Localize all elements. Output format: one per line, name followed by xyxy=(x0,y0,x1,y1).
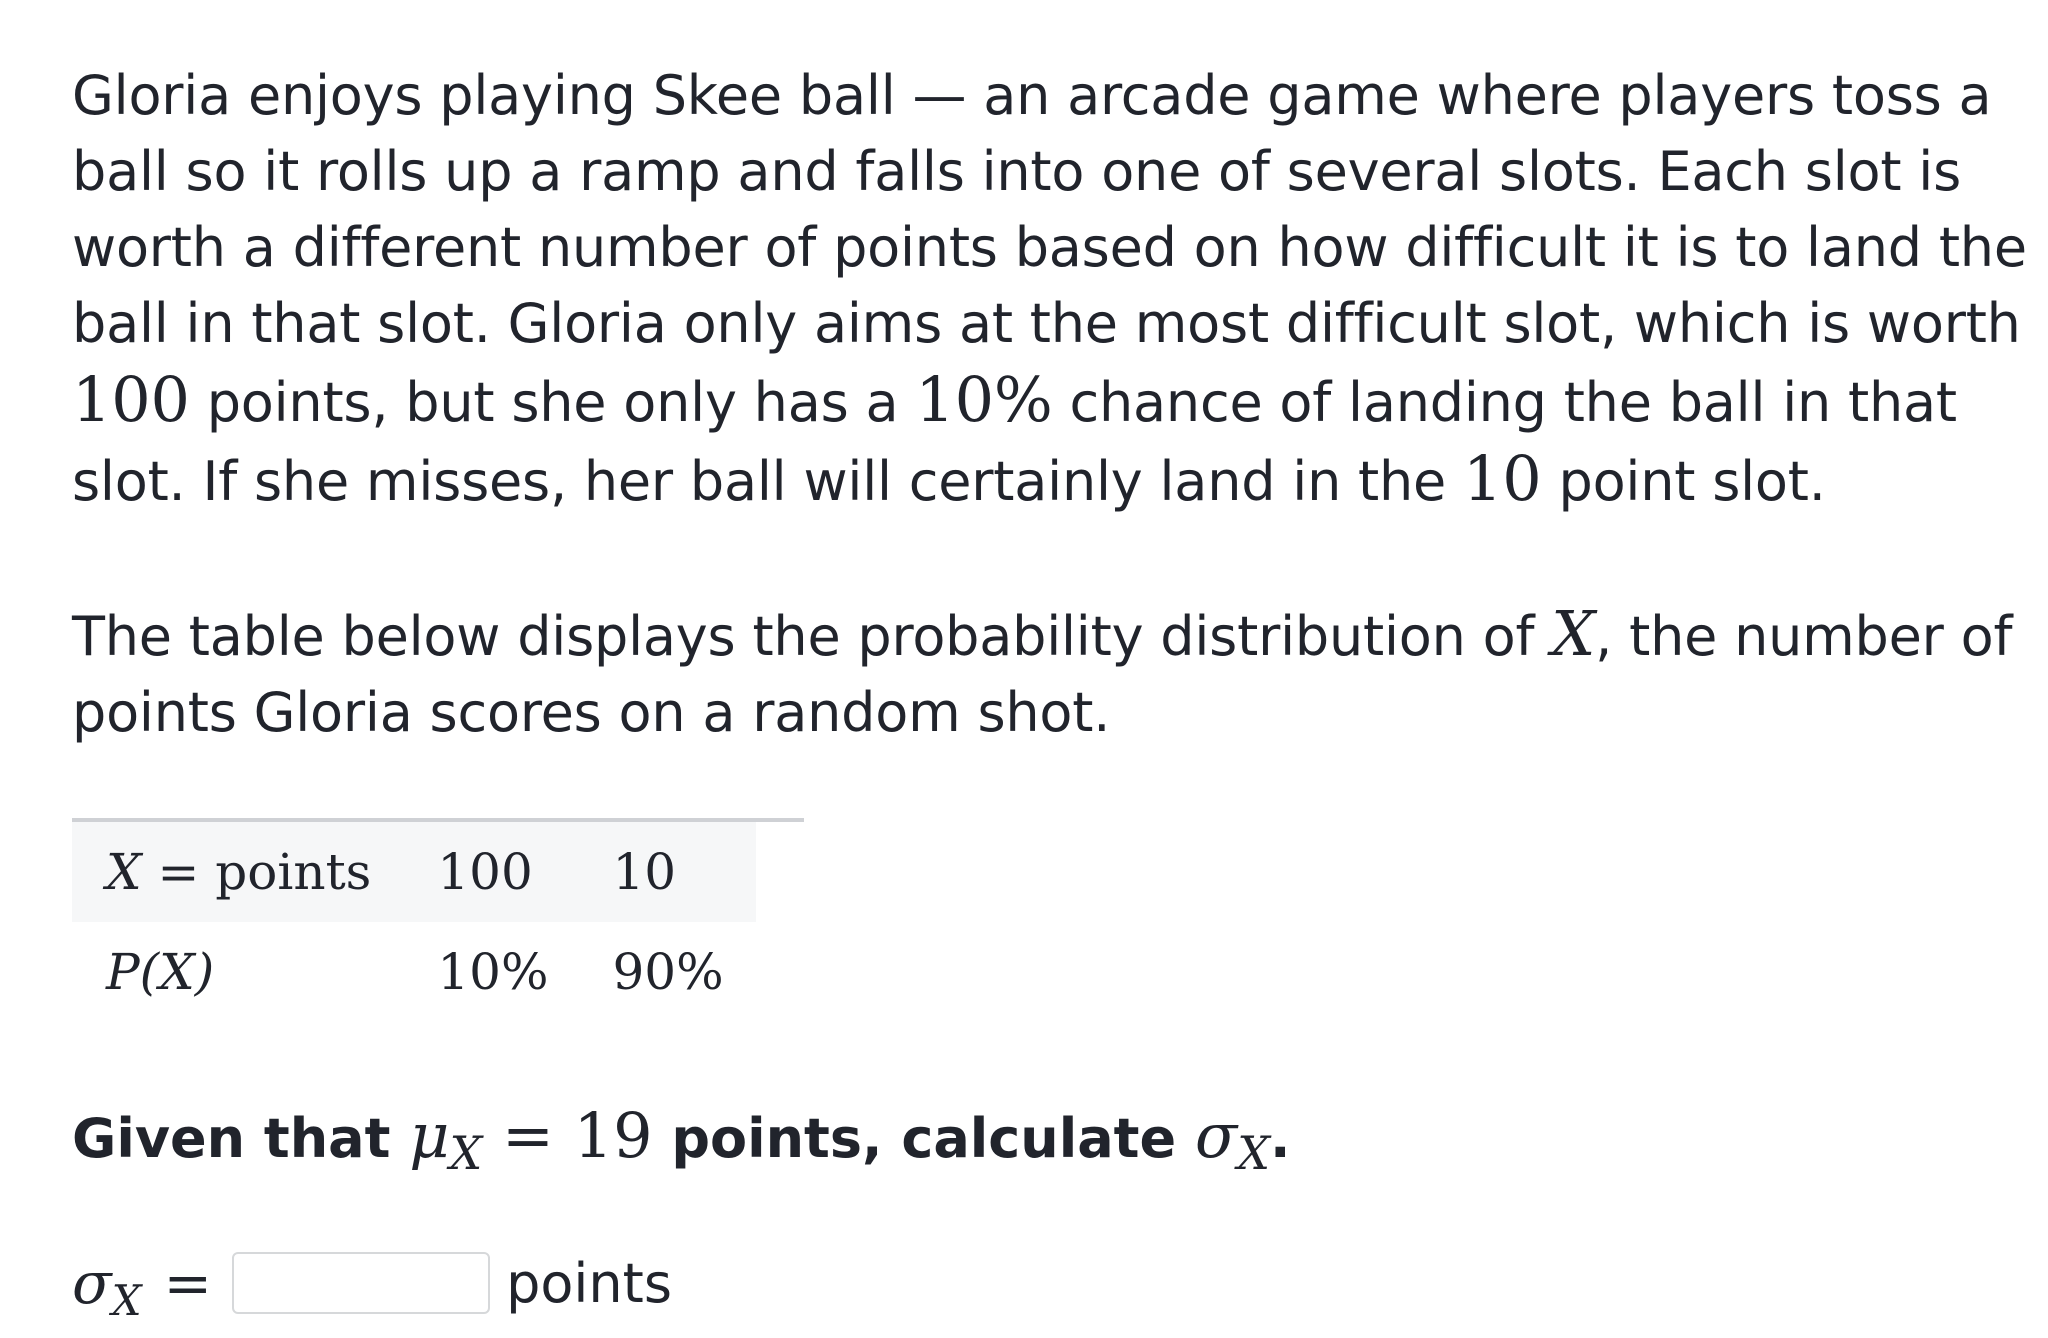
math-subscript: X xyxy=(449,1126,483,1180)
equals-sign: = xyxy=(163,1249,213,1317)
header-value-cell: 100 xyxy=(405,822,580,922)
probability-cell: 10% xyxy=(437,943,549,1001)
text-span: The table below displays the probability distribution of xyxy=(72,605,1552,668)
row-label-cell: P(X) xyxy=(106,943,215,1001)
header-label-cell xyxy=(72,822,405,922)
text-span: points, calculate xyxy=(652,1107,1195,1170)
distribution-table-container xyxy=(72,818,804,1022)
math-variable: X xyxy=(106,843,142,901)
text-span: = points xyxy=(141,843,372,901)
math-symbol: σ xyxy=(72,1249,112,1317)
problem-paragraph-2 xyxy=(72,596,2032,751)
text-span: points, but she only has a xyxy=(189,371,916,434)
math-value: 10% xyxy=(915,363,1053,436)
math-value: 19 xyxy=(573,1099,653,1172)
text-span: Given that xyxy=(72,1107,410,1170)
text-span: . xyxy=(1270,1107,1291,1170)
question-prompt xyxy=(72,1098,1291,1179)
table-header-row xyxy=(72,822,756,922)
probability-cell: 90% xyxy=(612,943,724,1001)
table-row xyxy=(72,922,756,1022)
sigma-label xyxy=(72,1249,142,1325)
math-symbol: σ xyxy=(1194,1099,1238,1172)
header-value-cell: 10 xyxy=(581,822,756,922)
math-value: 100 xyxy=(72,363,190,436)
math-subscript: X xyxy=(111,1276,142,1325)
answer-input[interactable] xyxy=(232,1252,490,1314)
text-span: Gloria enjoys playing Skee ball — an arcade game where players toss a ball so it rolls up a ramp and falls into one of several slots. Each slot is worth a different number of points based on how difficult it is to land the ball in that slot. Gloria only aims at the most difficult slot, which is worth xyxy=(72,64,2027,355)
math-operator: = xyxy=(482,1099,574,1172)
text-span: , the number of points Gloria scores on a random shot. xyxy=(72,605,2013,744)
math-variable: X xyxy=(1551,597,1596,670)
math-subscript: X xyxy=(1237,1126,1270,1180)
problem-text xyxy=(72,58,2032,751)
problem-paragraph-1 xyxy=(72,58,2032,520)
probability-distribution-table xyxy=(72,822,756,1022)
text-span: chance of landing the ball in that slot. If she misses, her ball will certainly land in the xyxy=(72,371,1957,513)
math-value: 10 xyxy=(1463,442,1542,515)
text-span: point slot. xyxy=(1541,450,1826,513)
math-symbol: μ xyxy=(409,1099,450,1172)
unit-label: points xyxy=(506,1251,672,1315)
answer-row xyxy=(72,1248,672,1325)
